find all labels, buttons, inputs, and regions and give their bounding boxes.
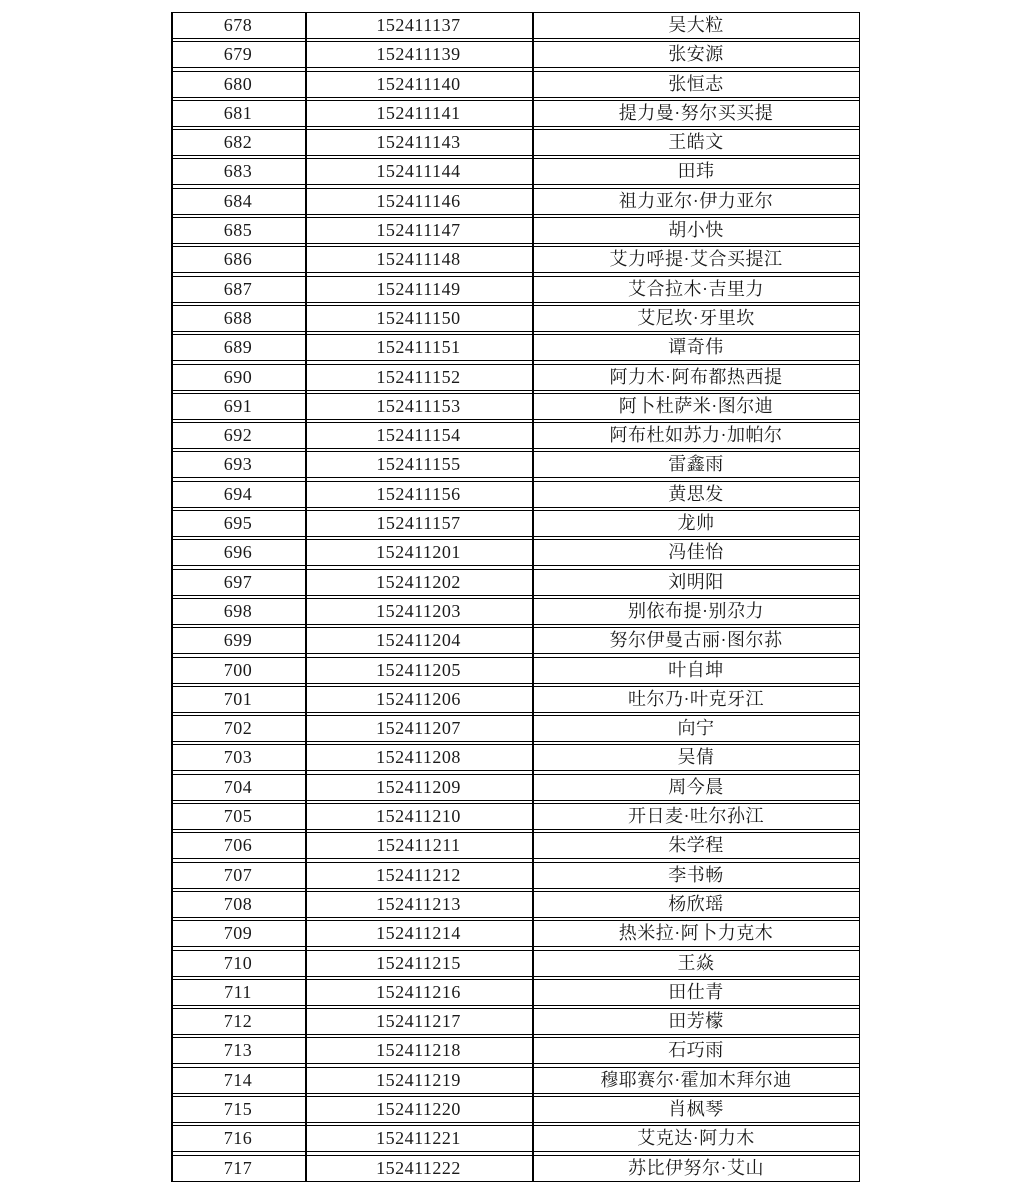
table-row [171, 100, 860, 127]
table-row [171, 686, 860, 713]
student-name-cell: 周今晨 [668, 776, 724, 797]
table-row [171, 774, 860, 801]
student-id-cell: 152411153 [376, 395, 461, 416]
student-id-cell: 152411206 [376, 688, 461, 709]
sequence-number-cell: 693 [223, 454, 253, 475]
student-id-cell: 152411205 [376, 659, 461, 680]
student-name-cell: 祖力亚尔·伊力亚尔 [618, 190, 774, 211]
student-id-cell: 152411209 [376, 776, 461, 797]
sequence-number-cell: 685 [223, 220, 253, 241]
sequence-number-cell: 679 [223, 44, 253, 65]
sequence-number-cell: 681 [223, 102, 253, 123]
table-row [171, 12, 860, 39]
table-row [171, 246, 860, 273]
sequence-number-cell: 710 [223, 952, 253, 973]
sequence-number-cell: 683 [223, 161, 253, 182]
sequence-number-cell: 717 [223, 1157, 253, 1178]
sequence-number-cell: 695 [223, 513, 253, 534]
student-id-cell: 152411140 [376, 73, 461, 94]
student-id-cell: 152411219 [376, 1069, 461, 1090]
student-id-cell: 152411149 [376, 278, 461, 299]
sequence-number-cell: 711 [224, 981, 252, 1002]
student-name-cell: 雷鑫雨 [668, 454, 724, 475]
student-name-cell: 张恒志 [668, 73, 724, 94]
sequence-number-cell: 712 [223, 1011, 253, 1032]
sequence-number-cell: 696 [223, 542, 253, 563]
sequence-number-cell: 713 [223, 1040, 253, 1061]
student-name-cell: 王焱 [677, 952, 715, 973]
sequence-number-cell: 716 [223, 1128, 253, 1149]
table-row [171, 569, 860, 596]
table-row [171, 422, 860, 449]
student-id-cell: 152411208 [376, 747, 461, 768]
student-name-cell: 提力曼·努尔买买提 [618, 102, 774, 123]
table-row [171, 451, 860, 478]
table-row [171, 217, 860, 244]
student-id-cell: 152411216 [376, 981, 461, 1002]
table-row [171, 71, 860, 98]
sequence-number-cell: 703 [223, 747, 253, 768]
student-id-cell: 152411214 [376, 923, 461, 944]
sequence-number-cell: 697 [223, 571, 253, 592]
table-row [171, 891, 860, 918]
student-name-cell: 胡小快 [668, 220, 724, 241]
sequence-number-cell: 678 [223, 15, 253, 35]
student-id-cell: 152411151 [376, 337, 461, 358]
student-name-cell: 向宁 [677, 718, 715, 739]
student-id-cell: 152411155 [376, 454, 461, 475]
sequence-number-cell: 708 [223, 893, 253, 914]
student-name-cell: 艾合拉木·吉里力 [628, 278, 764, 299]
student-id-cell: 152411221 [376, 1128, 461, 1149]
table-row [171, 1155, 860, 1182]
student-name-cell: 别依布提·别尕力 [628, 600, 764, 621]
sequence-number-cell: 699 [223, 630, 253, 651]
sequence-number-cell: 684 [223, 190, 253, 211]
student-name-cell: 叶自坤 [668, 659, 724, 680]
table-row [171, 188, 860, 215]
student-name-cell: 热米拉·阿卜力克木 [618, 923, 774, 944]
table-row [171, 393, 860, 420]
student-id-cell: 152411215 [376, 952, 461, 973]
student-id-cell: 152411207 [376, 718, 461, 739]
student-id-cell: 152411156 [376, 483, 461, 504]
student-name-cell: 阿卜杜萨米·图尔迪 [618, 395, 774, 416]
sequence-number-cell: 689 [223, 337, 253, 358]
table-row [171, 950, 860, 977]
student-name-cell: 阿力木·阿布都热西提 [609, 366, 783, 387]
student-name-cell: 谭奇伟 [668, 337, 724, 358]
student-id-cell: 152411147 [376, 220, 461, 241]
student-id-cell: 152411139 [376, 44, 461, 65]
student-id-cell: 152411141 [376, 102, 461, 123]
student-name-cell: 刘明阳 [668, 571, 724, 592]
student-name-cell: 朱学程 [668, 835, 724, 856]
table-row [171, 920, 860, 947]
sequence-number-cell: 690 [223, 366, 253, 387]
table-row [171, 129, 860, 156]
table-row [171, 539, 860, 566]
student-id-cell: 152411201 [376, 542, 461, 563]
table-row [171, 158, 860, 185]
student-name-cell: 穆耶赛尔·霍加木拜尔迪 [600, 1069, 792, 1090]
table-row [171, 1008, 860, 1035]
student-id-cell: 152411204 [376, 630, 461, 651]
student-name-cell: 石巧雨 [668, 1040, 724, 1061]
student-table [171, 12, 860, 1184]
student-id-cell: 152411213 [376, 893, 461, 914]
sequence-number-cell: 688 [223, 307, 253, 328]
table-row [171, 832, 860, 859]
table-row [171, 305, 860, 332]
table-row [171, 334, 860, 361]
table-row [171, 979, 860, 1006]
sequence-number-cell: 694 [223, 483, 253, 504]
student-id-cell: 152411157 [376, 513, 461, 534]
student-name-cell: 龙帅 [677, 513, 715, 534]
sequence-number-cell: 682 [223, 132, 253, 153]
table-row [171, 481, 860, 508]
table-row [171, 744, 860, 771]
student-id-cell: 152411144 [376, 161, 461, 182]
student-id-cell: 152411143 [376, 132, 461, 153]
student-id-cell: 152411152 [376, 366, 461, 387]
student-id-cell: 152411150 [376, 307, 461, 328]
student-name-cell: 田玮 [677, 161, 715, 182]
table-row [171, 1037, 860, 1064]
student-name-cell: 开日麦·吐尔孙江 [628, 806, 764, 827]
sequence-number-cell: 709 [223, 923, 253, 944]
student-name-cell: 田芳檬 [668, 1011, 724, 1032]
student-name-cell: 肖枫琴 [668, 1098, 724, 1119]
sequence-number-cell: 705 [223, 806, 253, 827]
student-id-cell: 152411137 [376, 15, 461, 35]
student-id-cell: 152411210 [376, 806, 461, 827]
student-id-cell: 152411154 [376, 425, 461, 446]
student-id-cell: 152411203 [376, 600, 461, 621]
table-row [171, 1067, 860, 1094]
sequence-number-cell: 698 [223, 600, 253, 621]
student-id-cell: 152411211 [376, 835, 461, 856]
student-name-cell: 艾力呼提·艾合买提江 [609, 249, 783, 270]
sequence-number-cell: 707 [223, 864, 253, 885]
sequence-number-cell: 700 [223, 659, 253, 680]
student-id-cell: 152411218 [376, 1040, 461, 1061]
student-name-cell: 王皓文 [668, 132, 724, 153]
student-name-cell: 田仕青 [668, 981, 724, 1002]
table-row [171, 715, 860, 742]
student-name-cell: 艾尼坎·牙里坎 [637, 307, 755, 328]
student-name-cell: 李书畅 [668, 864, 724, 885]
student-name-cell: 艾克达·阿力木 [637, 1128, 755, 1149]
student-name-cell: 努尔伊曼古丽·图尔荪 [609, 630, 783, 651]
student-id-cell: 152411148 [376, 249, 461, 270]
table-row [171, 862, 860, 889]
sequence-number-cell: 704 [223, 776, 253, 797]
student-name-cell: 张安源 [668, 44, 724, 65]
student-name-cell: 苏比伊努尔·艾山 [628, 1157, 764, 1178]
sequence-number-cell: 706 [223, 835, 253, 856]
sequence-number-cell: 714 [223, 1069, 253, 1090]
table-row [171, 1096, 860, 1123]
student-id-cell: 152411202 [376, 571, 461, 592]
student-name-cell: 吴倩 [677, 747, 715, 768]
table-row [171, 276, 860, 303]
sequence-number-cell: 692 [223, 425, 253, 446]
table-row [171, 657, 860, 684]
sequence-number-cell: 702 [223, 718, 253, 739]
student-id-cell: 152411220 [376, 1098, 461, 1119]
student-name-cell: 黄思发 [668, 483, 724, 504]
student-name-cell: 吴大粒 [668, 15, 724, 35]
sequence-number-cell: 691 [223, 395, 253, 416]
student-name-cell: 吐尔乃·叶克牙江 [628, 688, 764, 709]
student-name-cell: 冯佳怡 [668, 542, 724, 563]
table-row [171, 510, 860, 537]
table-row [171, 598, 860, 625]
student-name-cell: 杨欣瑶 [668, 893, 724, 914]
sequence-number-cell: 680 [223, 73, 253, 94]
student-id-cell: 152411222 [376, 1157, 461, 1178]
student-table-rows [171, 12, 860, 1182]
table-row [171, 41, 860, 68]
table-row [171, 803, 860, 830]
student-id-cell: 152411212 [376, 864, 461, 885]
student-name-cell: 阿布杜如苏力·加帕尔 [609, 425, 783, 446]
table-row [171, 1125, 860, 1152]
sequence-number-cell: 701 [223, 688, 253, 709]
sequence-number-cell: 686 [223, 249, 253, 270]
sequence-number-cell: 715 [223, 1098, 253, 1119]
table-row [171, 364, 860, 391]
table-row [171, 627, 860, 654]
student-id-cell: 152411146 [376, 190, 461, 211]
sequence-number-cell: 687 [223, 278, 253, 299]
student-id-cell: 152411217 [376, 1011, 461, 1032]
